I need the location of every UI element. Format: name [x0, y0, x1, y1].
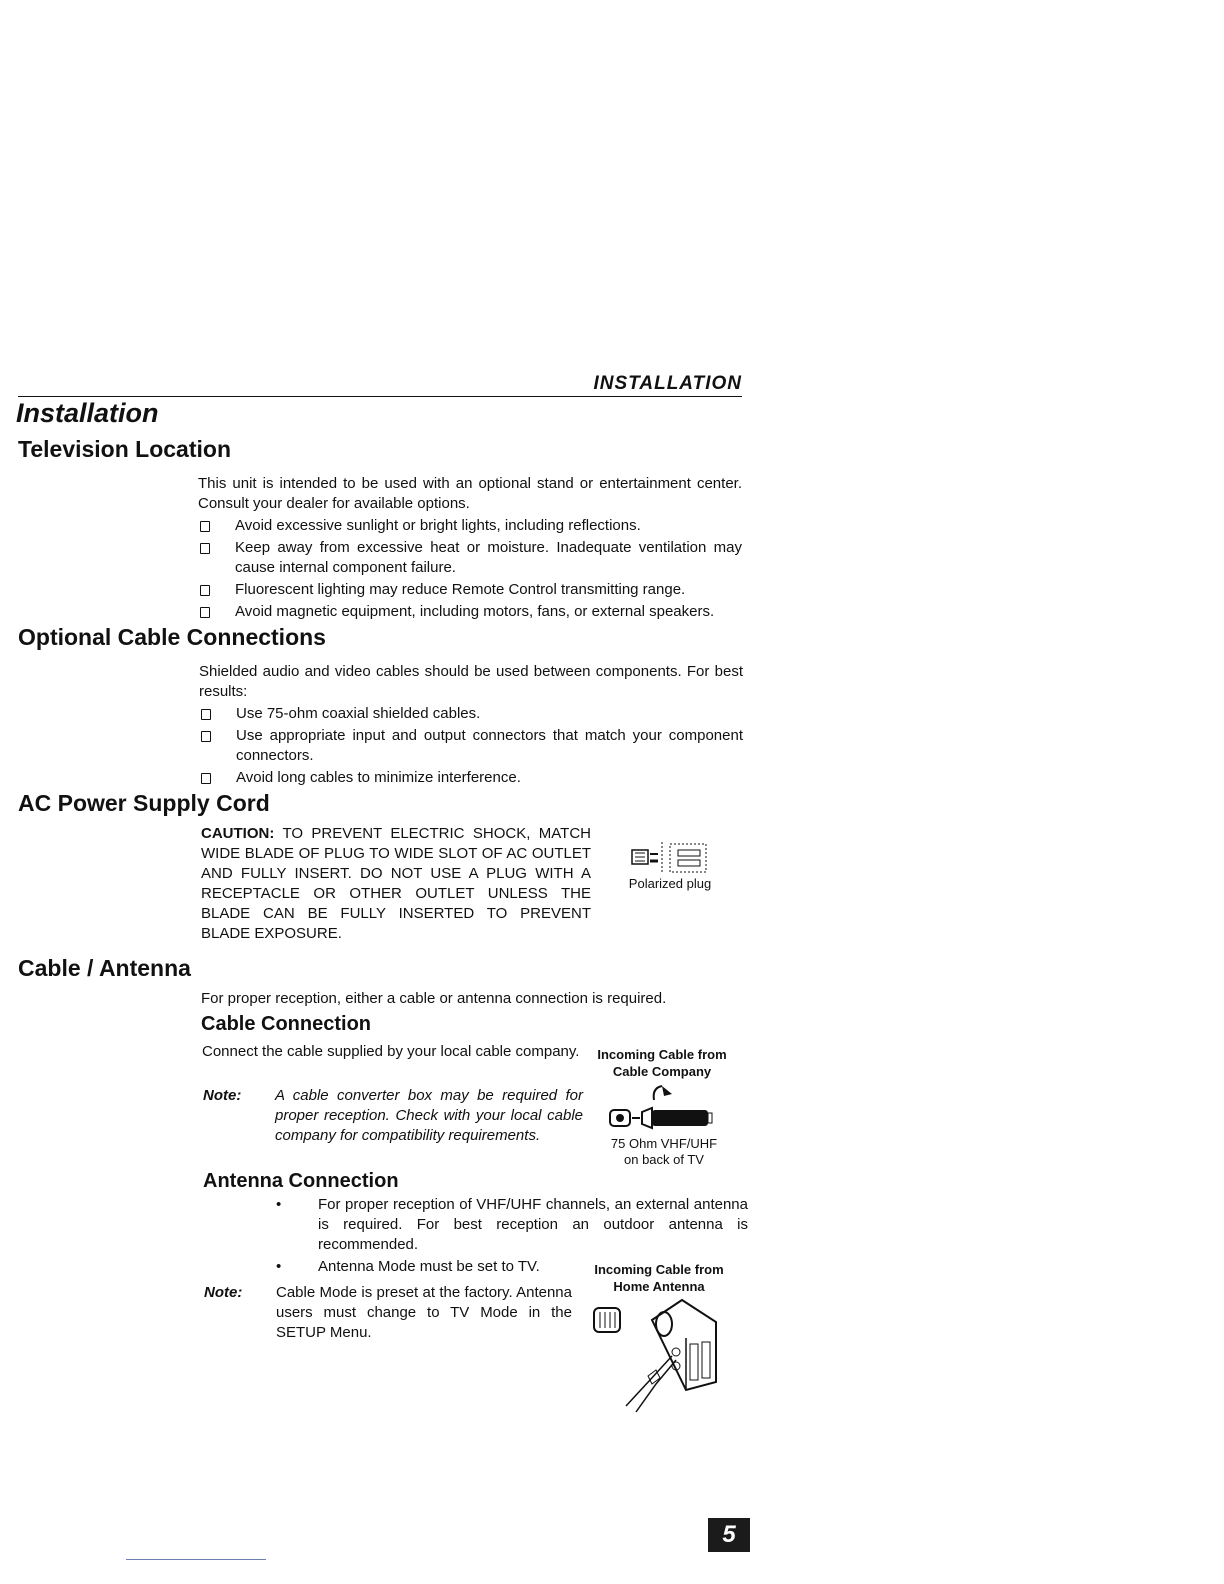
checkbox-bullet-icon — [200, 585, 210, 596]
checkbox-bullet-icon — [200, 607, 210, 618]
cable-connections-intro: Shielded audio and video cables should be used between components. For best results: — [199, 663, 743, 700]
coax-connector-icon — [606, 1082, 718, 1132]
checkbox-bullet-icon — [201, 773, 211, 784]
caution-label: CAUTION: — [201, 825, 275, 842]
list-item: Fluorescent lighting may reduce Remote Control transmitting range. — [198, 580, 742, 600]
polarized-plug-icon — [626, 840, 716, 876]
tv-location-list — [198, 516, 742, 624]
antenna-connector-icon — [590, 1294, 720, 1416]
coax-caption-2: on back of TV — [624, 1152, 704, 1167]
checkbox-bullet-icon — [201, 731, 211, 742]
ac-power-caution — [201, 824, 591, 944]
cable-antenna-intro: For proper reception, either a cable or antenna connection is required. — [201, 990, 667, 1007]
checkbox-bullet-icon — [201, 709, 211, 720]
cable-connections-list — [199, 704, 743, 790]
cable-note-text: A cable converter box may be required for proper reception. Check with your local cable company for compatibility requirements. — [275, 1087, 583, 1144]
list-item: • For proper reception of VHF/UHF channels, an external antenna is required. For best reception an outdoor antenna is recommended. — [276, 1196, 748, 1253]
tv-location-intro: This unit is intended to be used with an optional stand or entertainment center. Consult your dealer for available options. — [198, 475, 742, 512]
page-title: Installation — [16, 398, 159, 428]
page-number: 5 — [708, 1518, 750, 1552]
antenna-figure-title-1: Incoming Cable from — [594, 1262, 724, 1277]
bullet-dot-icon: • — [276, 1258, 282, 1275]
section-heading-ac-power: AC Power Supply Cord — [18, 790, 270, 816]
cable-connection-heading: Cable Connection — [201, 1013, 372, 1035]
section-heading-cable-antenna: Cable / Antenna — [18, 955, 191, 981]
section-heading-tv-location: Television Location — [18, 436, 231, 462]
list-item: Keep away from excessive heat or moisture. Inadequate ventilation may cause internal component failure. — [198, 538, 742, 578]
coax-caption-1: 75 Ohm VHF/UHF — [610, 1136, 718, 1151]
cable-figure-title-1: Incoming Cable from — [597, 1047, 727, 1062]
checkbox-bullet-icon — [200, 521, 210, 532]
antenna-figure-title-2: Home Antenna — [613, 1279, 705, 1294]
list-item: Use 75-ohm coaxial shielded cables. — [199, 704, 743, 724]
antenna-connection-heading: Antenna Connection — [203, 1170, 399, 1192]
antenna-note-label: Note: — [204, 1284, 243, 1301]
running-head: INSTALLATION — [593, 373, 742, 394]
caution-text: TO PREVENT ELECTRIC SHOCK, MATCH WIDE BLADE OF PLUG TO WIDE SLOT OF AC OUTLET AND FULLY INSERT. DO NOT USE A PLUG WITH A RECEPTACLE OR OTHER OUTLET UNLESS THE BLADE CAN BE FULLY INSERTED TO PREVENT BLADE EXPOSURE. — [201, 825, 591, 942]
list-item: Use appropriate input and output connectors that match your component connectors. — [199, 726, 743, 766]
footer-rule — [126, 1559, 266, 1560]
list-item: • Antenna Mode must be set to TV. — [276, 1258, 540, 1275]
checkbox-bullet-icon — [200, 543, 210, 554]
cable-figure-title-2: Cable Company — [612, 1064, 712, 1079]
header-rule — [18, 396, 742, 397]
list-item: Avoid excessive sunlight or bright lights, including reflections. — [198, 516, 742, 536]
antenna-note-text: Cable Mode is preset at the factory. Antenna users must change to TV Mode in the SETUP Menu. — [276, 1284, 572, 1341]
cable-note-label: Note: — [203, 1087, 242, 1104]
cable-connection-text: Connect the cable supplied by your local cable company. — [202, 1043, 580, 1060]
section-heading-cable-connections: Optional Cable Connections — [18, 624, 326, 650]
bullet-dot-icon: • — [276, 1196, 282, 1213]
list-item: Avoid long cables to minimize interference. — [199, 768, 743, 788]
list-item: Avoid magnetic equipment, including motors, fans, or external speakers. — [198, 602, 742, 622]
polarized-plug-caption: Polarized plug — [628, 876, 712, 891]
